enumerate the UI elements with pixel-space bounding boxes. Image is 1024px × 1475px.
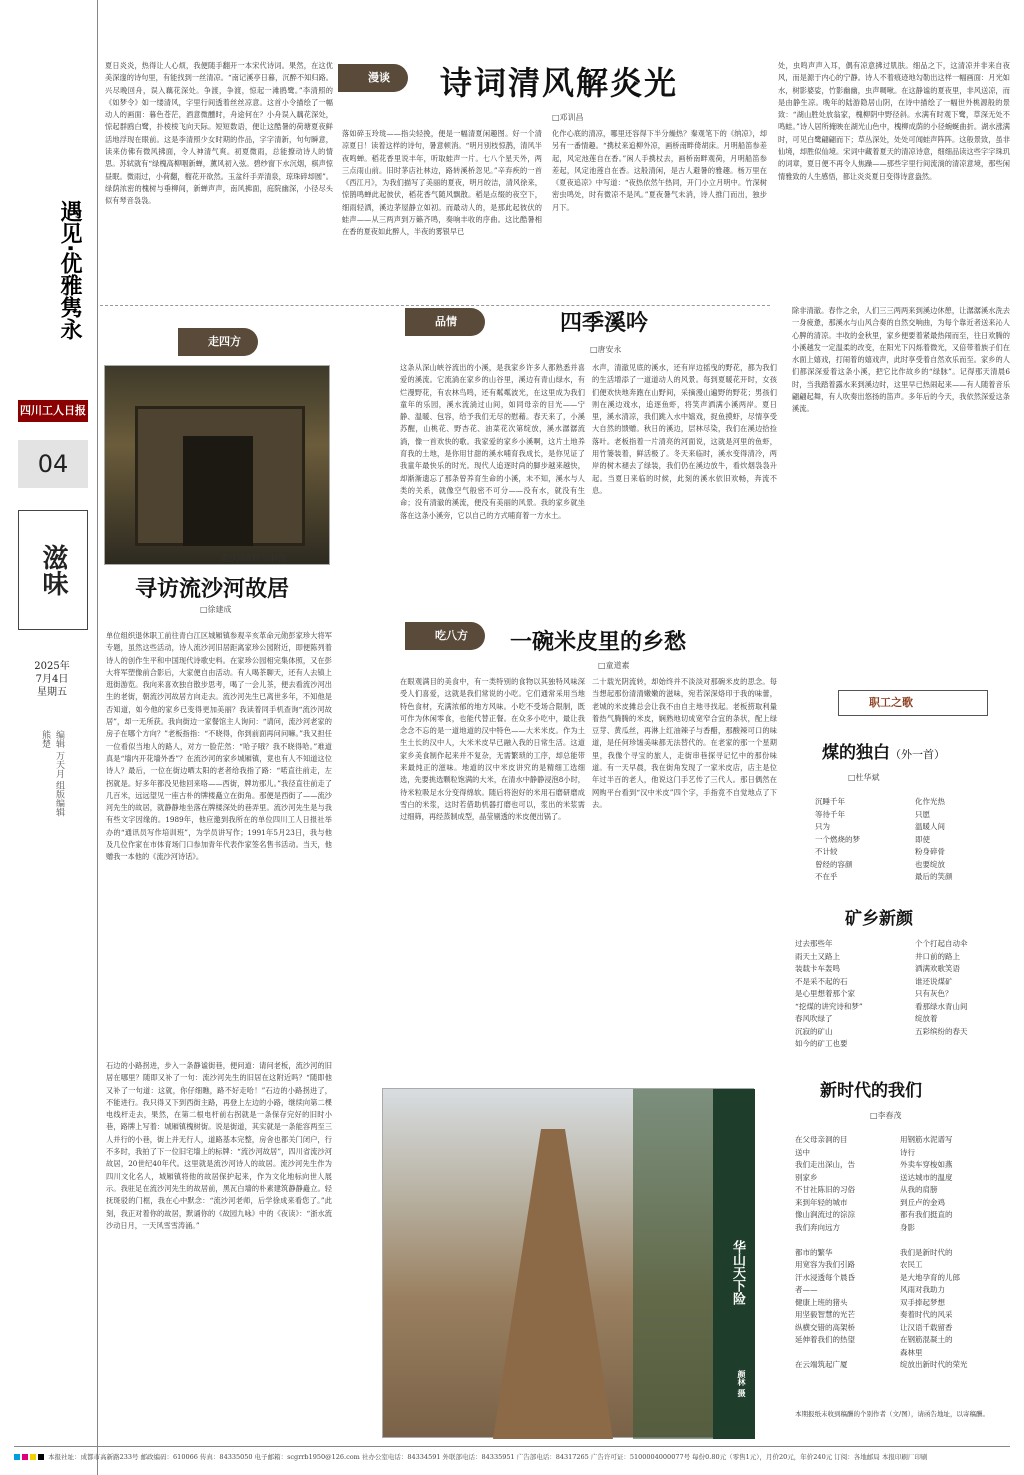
photo2-credit: 颜林 摄 <box>737 1370 746 1397</box>
page-number: 04 <box>18 440 88 488</box>
old-house-photo <box>104 365 330 565</box>
a5-title3: 新时代的我们 <box>820 1081 922 1101</box>
poem2-right: 个个打起自动伞 井口前的路上 洒满欢歌笑语 谁还说煤矿 只有灰色？ 看那绿水青山间 绽放着 五彩缤纷的春天 <box>915 939 968 1036</box>
a4-author: □童道素 <box>598 661 630 670</box>
editor-credits: 编辑 万天月 组版编辑 熊楚 <box>40 730 64 817</box>
issue-date: 2025年 7月4日 星期五 <box>34 661 70 698</box>
color-square <box>30 1454 36 1460</box>
a4-col2: 二十载光阴流转，却始终并不淡淡对那碗米皮的思念。每当想起那份清清嫩嫩的滋味，宛若深深烙印于我的味蕾，老城的米皮摊总会让我不由自主地寻找起。老板捞取利量着热气腾腾的米皮，娴熟地切成宽窄合宜的条状，配上绿豆芽、黄瓜丝，再淋上红油辣子与香醋，那酸辣可口的味道，是任何珍馐美味都无法替代的。在老家的那一个星期里，我像个寻宝的旅人，走街串巷探寻记忆中的那份味道。有一天早晨，我在街角发现了一家米皮店，店主是位年过半百的老人，他说这门手艺传了三代人。那日偶然在网购平台看到“汉中米皮”四个字，手指竟不自觉地点了下去。 <box>592 677 777 809</box>
a3-col3: 除非清澈。春作之余，人们三三两两来到溪边休憩，让潺潺溪水洗去一身疲惫，那溪水与山风合奏的自然交响曲，为每个靠近者送来沁人心脾的清凉。丰收的金秋里，家乡便要着紧最热闹而至，往日欢腾的小溪越发一定温柔的改变，在阳光下闪烁着微光，又倍带着族子们在水面上嬉戏，打闹着的嬉戏声，此时享受着自然欢乐而至。家乡的人们都深深爱着这条小溪，把它比作故乡的“绿脉”。记得那天清晨6时，当我踏着露水来到溪边时，这里早已热闹起来——有人随着音乐翩翩起舞，有人吹奏出悠扬的笛声。多年后的今天，我依然深爱这条溪流。 <box>792 306 1010 414</box>
a3-tag: 品情 <box>405 308 485 336</box>
a2-author: □徐建成 <box>200 605 232 614</box>
section-name: 滋味 <box>18 510 88 630</box>
poem2-left: 过去那些年 雨天土又路上 装载卡车轰鸣 不是采不起的石 是心里想着那个家 “挖煤的讲究诗和梦” 春风吹绿了 沉寂的矿山 如今的矿工也要 <box>795 939 863 1048</box>
a2-tag: 走四方 <box>178 328 258 356</box>
a1-col3: 化作心底的清凉，哪里还容得下半分燥热？秦观笔下的《纳凉》，却另有一番情趣。“携杖来追柳外凉，画桥南畔倚胡床。月明船笛参差起，风定池莲自在香。”闲人手携杖去，画桥南畔观荷，月明船笛参差起，风定池莲自在香。这般清闲，是古人避暑的雅趣。杨万里在《夏夜追凉》中写道：“夜热依然午热同，开门小立月明中。竹深树密虫鸣处，时有微凉不是风。”夏夜暑气未消，诗人推门而出，独步月下。 <box>552 129 767 212</box>
a5-tag: 职工之歌 <box>838 690 988 716</box>
a3-col2: 水声，清澈见底的溪水，还有岸边摇曳的野花，都为我们的生活增添了一道道动人的风景。每到夏暖花开时，女孩们便欢快地奔跑在山野间，采摘漫山遍野的野花；男孩们则在溪边戏水，追逐鱼虾，将笑声洒满小溪两岸。夏日里，溪水清凉，我们跳入水中嬉戏，捉鱼摸虾，尽情享受大自然的馈赠。秋日的溪边，层林尽染，我们在溪边拾捡落叶。老板指着一片清亮的河面说，这就是河里的鱼虾，用竹篓装着，鲜活极了。冬天来临时，溪水变得清冷，两岸的树木褪去了绿装，我们仍在溪边放牛，看炊烟袅袅升起。当夏日来临的时候，此刻的溪水依旧欢畅，奔流不息。 <box>592 363 777 495</box>
a2-photo-caption: 流沙河故居 资料图 <box>220 554 287 563</box>
color-square <box>22 1454 28 1460</box>
a4-title: 一碗米皮里的乡愁 <box>510 630 687 655</box>
a5-title1: 煤的独白（外一首） <box>822 743 945 763</box>
column-title: 遇见·优雅隽永 <box>57 199 82 341</box>
color-square <box>38 1454 44 1460</box>
remuneration-note: 本期报纸未收到稿酬的个别作者（文/图），请函告地址，以寄稿酬。 <box>795 1410 989 1418</box>
a1-col4: 处，虫鸣声声入耳，偶有凉意拂过肌肤。细品之下，这清凉并非来自夜风，而是源于内心的宁静。诗人不着痕迹地勾勒出这样一幅画面：月光如水，树影婆娑，竹影幽幽，虫声啁啾。在这静谧的夏夜里，非风送凉，而是由静生凉。晚年的陆游隐居山阴，在诗中描绘了一幅世外桃源般的景致：“湖山胜处放翁家，槐柳阴中野径斜。水满有时观下鹭，草深无处不鸣蛙。”诗人居所掩映在湖光山色中，槐柳成荫的小径蜿蜒曲折。湖水涨满时，可见白鹭翩翩而下；草丛深处，处处可闻蛙声阵阵。这般景致，虽非仙境，却胜似仙境。宋词中藏着夏天的清凉诗意，细细品读这些字字珠玑的词章，夏日便不再令人焦躁——那些字里行间流淌的清凉意境，那些闲情雅致的人生感悟，都让炎炎夏日变得诗意盎然。 <box>778 61 1010 181</box>
poem3-left: 在父母亲洞的目 送中 我们走出深山，告 别家乡 不甘社陈旧的习俗 来到年轻的城市 像山涧流过的淙淙 我们奔向远方 都市的繁华 用宽容为我们引路 汗水浸透每个晨昏 者—— 健康上班的猪头 用坚毅智慧的光芒 纵横交错的高架桥 延伸着我们的热望 在云端筑起广厦 <box>795 1135 855 1369</box>
a2-body: 单位组织退休职工前往青白江区城厢镇参观辛亥革命元勋彭家珍大将军专题，虽然这些活动，诗人流沙河旧居距离家珍公园附近，即便陈列着诗人的创作生平和中国现代诗歌史料。在家珍公园相完集体照，又在彭大将军塑像前合影后，大家便自由活动。有人喝茶聊天，还有人去镇上逛街游览。我向来喜欢独自散步思考，喝了一会儿茶，便去看流沙河出生的老街，朝流沙河故居方向走去。流沙河先生已离世多年，不知他是否知道，如今他的家乡已变得更加美丽？我读着同手机查询“流沙河故居”，却一无所获。我向街边一家餐馆主人询问：“请问，流沙河老家的房子在哪个方向？”老板指指：“不晓得，你到前面再问问嘛。”我又担任一位看似当地人的路人，对方一脸茫然：“哈子哦？我不晓得哈。”难道真是“墙内开花墙外香”？在流沙河的家乡城厢镇，竟也有人不知道这位诗人？最后，一位在街边晒太阳的老者给我指了路：“喏直往前走，左拐就是。好多年都没见他回来咯——西街，牌坊那儿。”我径直往前走了几百米，远远望见一座古朴的牌楼矗立在街角。那便是西街了——流沙河先生的故居，就静静地坐落在牌楼深处的巷弄里。流沙河先生是与我有些文字因缘的。1989年，他应邀到我所在的单位四川工人日报社举办的“通讯员写作培训班”，为学员讲写作；1991年5月23日，我与他及几位作家在市体育场门口参加青年代表作家签名售书活动。当天，他赠我一本他的《流沙河诗话》。 <box>106 631 332 862</box>
a1-author: □邓训昌 <box>552 113 584 122</box>
poem3-right: 用钢筋水泥谱写 诗行 外卖车穿梭如燕 送达城市的温度 从我的肩膀 到丘卢的金鸡 都有我们挺直的 身影 我们是新时代的 农民工 是大地孕育的儿郎 风雨对我助力 双手捧起梦想 奏着时代的风采 让汉语千载留香 在钢筋混凝土的 森林里 绽放出新时代的荣光 <box>900 1135 968 1369</box>
a5-author: □杜华斌 <box>848 773 880 782</box>
poem1-right: 化作光热 只愿 温暖人间 即使 粉身碎骨 也要绽放 最后的笑颜 <box>915 797 953 881</box>
a3-title: 四季溪吟 <box>560 311 649 336</box>
a1-col1b <box>105 200 333 300</box>
a1-tag: 漫谈 <box>338 64 408 92</box>
a1-col1: 夏日炎炎，热得让人心烦，我便随手翻开一本宋代诗词。果然，在这优美深邃的诗句里，有能找到一丝清凉。“南记溪亭日暮，沉醉不知归路。兴尽晚回舟，误入藕花深处。争渡，争渡，惊起一滩鸥鹭。”李清照的《如梦令》如一缕清风，字里行间透着丝丝凉意。这首小令描绘了一幅动人的画面：暮色苍茫，酒意微醺时，舟途何在？小舟误入藕花深处，惊起群鸥白鹭，扑棱棱飞向天际。短短数语，便让这酷暑的荷塘夏夜鲜活地浮现在眼前。这是李清照少女时期的作品，字字清新，句句瞬意，读来仿佛有微风拂面，令人神清气爽。初夏微雨，总能撩动诗人的情思。苏轼就有“绿槐高柳咽新蝉，薰风初入弦。碧纱窗下水沉烟，棋声惊昼眠。微雨过，小荷翻，榴花开欲然。玉盆纤手弄清泉，琼珠碎却圆”。绿荫浓密的槐树与垂柳间，新蝉声声，南风拂面，庭院幽深，小径尽头似有琴音袅袅。 <box>105 61 333 206</box>
a1-col2: 落如碎玉玲珑——指尖轻挽，便是一幅清夏闲趣图。好一个清凉夏日！读着这样的诗句，暑意顿消。“明月别枝惊鹊，清风半夜鸣蝉。稻花香里说丰年，听取蛙声一片。七八个星天外，两三点雨山前。旧时茅店社林边，路转溪桥忽见。”辛弃疾的一首《西江月》，为我们描写了美丽的夏夜，明月皎洁，清风徐来，惊鹊鸣蝉此起彼伏，稻花香气随风飘散。稻是点缀的夜空下，细雨轻洒，溪边茅屋静立如初。而最动人的，是那此起彼伏的蛙声——从三两声到万籁齐鸣，奏响丰收的序曲。这比酷暑相在香的夏夜如此醉人，半夜的雾银早已 <box>342 129 542 237</box>
a5-author3: □李春茂 <box>870 1111 902 1120</box>
footer-text: 本报社址：成都市高新路233号 邮政编码：610066 传真：84335050 电子邮箱：scgrrb1950@126.com 社办公室电话：84334591 外联部电话：84335951 广告部电话：84317265 广告许可证：5100004000077号 每份0.80元（零售1元），月价20元，年价240元 订阅：各地邮局 本报印刷厂印刷 <box>48 1453 928 1461</box>
poem1-left: 沉睡千年 等待千年 只为 一个燃烧的梦 不计较 曾经的容颜 不在乎 <box>815 797 860 881</box>
a4-col1: 在眼观满目的美食中，有一类特别的食物以其独特风味深受人们喜爱，这就是我们常说的小吃。它们通常采用当地特色食材，充满浓郁的地方风味。小吃不受场合限制，既可作为休闲零食，也能代替正餐。在众多小吃中，最让我念念不忘的是一道地道的汉中特色——大米米皮。作为土生土长的汉中人，大米米皮早已融入我的日常生活。这道家乡美食制作起来并不复杂，无需繁琐的工序，却总能带来最纯正的滋味。地道的汉中米皮讲究的是精细工选细选，先要挑选颗粒饱满的大米，在清水中静静浸泡8小时，待米粒吸足水分变得绵软。随后将泡好的米用石磨研磨成雪白的米浆，这时若借助机器打磨也可以，浆出的米浆需过细筛，再经蒸制成型，晶莹剔透的米皮便出锅了。 <box>400 677 585 822</box>
masthead-logo: 四川工人日报 <box>18 400 88 422</box>
divider <box>100 305 770 306</box>
color-square <box>14 1454 20 1460</box>
footer <box>14 1446 1010 1466</box>
a2-body2: 石边的小路拐进，步入一条静谧街巷，便问道：请问老板，流沙河的旧居在哪里？随即又补了一句：流沙河先生的旧居在这附近吗？“随即他又补了一句道：这就，你仔细瞧，路不好走哈！”石边的小路拐进了，不能进行。我只得又下到西街主路，再登上左边的小路，继续向第二棵电线杆走去，果然，在第二根电杆前右拐就是一条保存完好的旧时小巷，路牌上写着：城厢镇槐树街。说是街道，其实就是一条能容两至三人并行的小巷，街上并无行人，道路基本完整，房舍也都关门闭户，行不多时，我拍了下一位旧宅墙上的标牌：“流沙河故居”，四川省流沙河故居，20世纪40年代。这里就是流沙河诗人的故居。流沙河先生作为四川文化名人，城厢镇将他的故居保护起来，作为文化地标向世人展示。我驻足在流沙河先生的故居前，黑瓦白墙的朴素建筑静静矗立。轻抚斑驳的门框，我在心中默念：“流沙河老师，后学徐成来看您了。”此刻，我正对着你的故居，默诵你的《故园九咏》中的《夜读》：“浙水流沙动日月，一天风雪雪涛涌。” <box>106 1061 332 1230</box>
a2-title: 寻访流沙河故居 <box>135 577 290 602</box>
huashan-photo <box>382 1088 754 1438</box>
a4-tag: 吃八方 <box>405 622 485 650</box>
a3-author: □唐安永 <box>590 345 622 354</box>
photo2-caption: 华山天下险 <box>730 1240 745 1305</box>
a3-col1: 这条从深山峡谷流出的小溪，是我家乡许多人都熟悉并喜爱的溪流。它流淌在家乡的山谷里，溪边有青山绿水，有烂漫野花，有农林鸟鸣，还有粼粼波光，在这里成为我们童年的乐园，溪水流淌过山间，如同母亲的目光——宁静、温暖、包容，给予我们无尽的慰藉。春天来了，小溪苏醒，山桃花、野杏花、油菜花次第绽放，溪水潺潺流淌，像一首欢快的歌。我家爱的家乡小溪啊，这片土地养育我的土地，是你用甘甜的溪水哺育我成长，是你见证了我童年最快乐的时光。现代人追逐时尚的脚步越来越快，却渐渐遗忘了那条曾养育生命的小溪，未不知，溪水与人类的关系，就像空气般密不可分——没有水，就没有生命；没有清澈的溪流，便没有美丽的风景。我的家乡就坐落在这条小溪旁，它以自己的方式哺育着一方水土。 <box>400 363 585 520</box>
a5-title2: 矿乡新颜 <box>845 909 913 929</box>
a1-title: 诗词清风解炎光 <box>440 64 679 102</box>
